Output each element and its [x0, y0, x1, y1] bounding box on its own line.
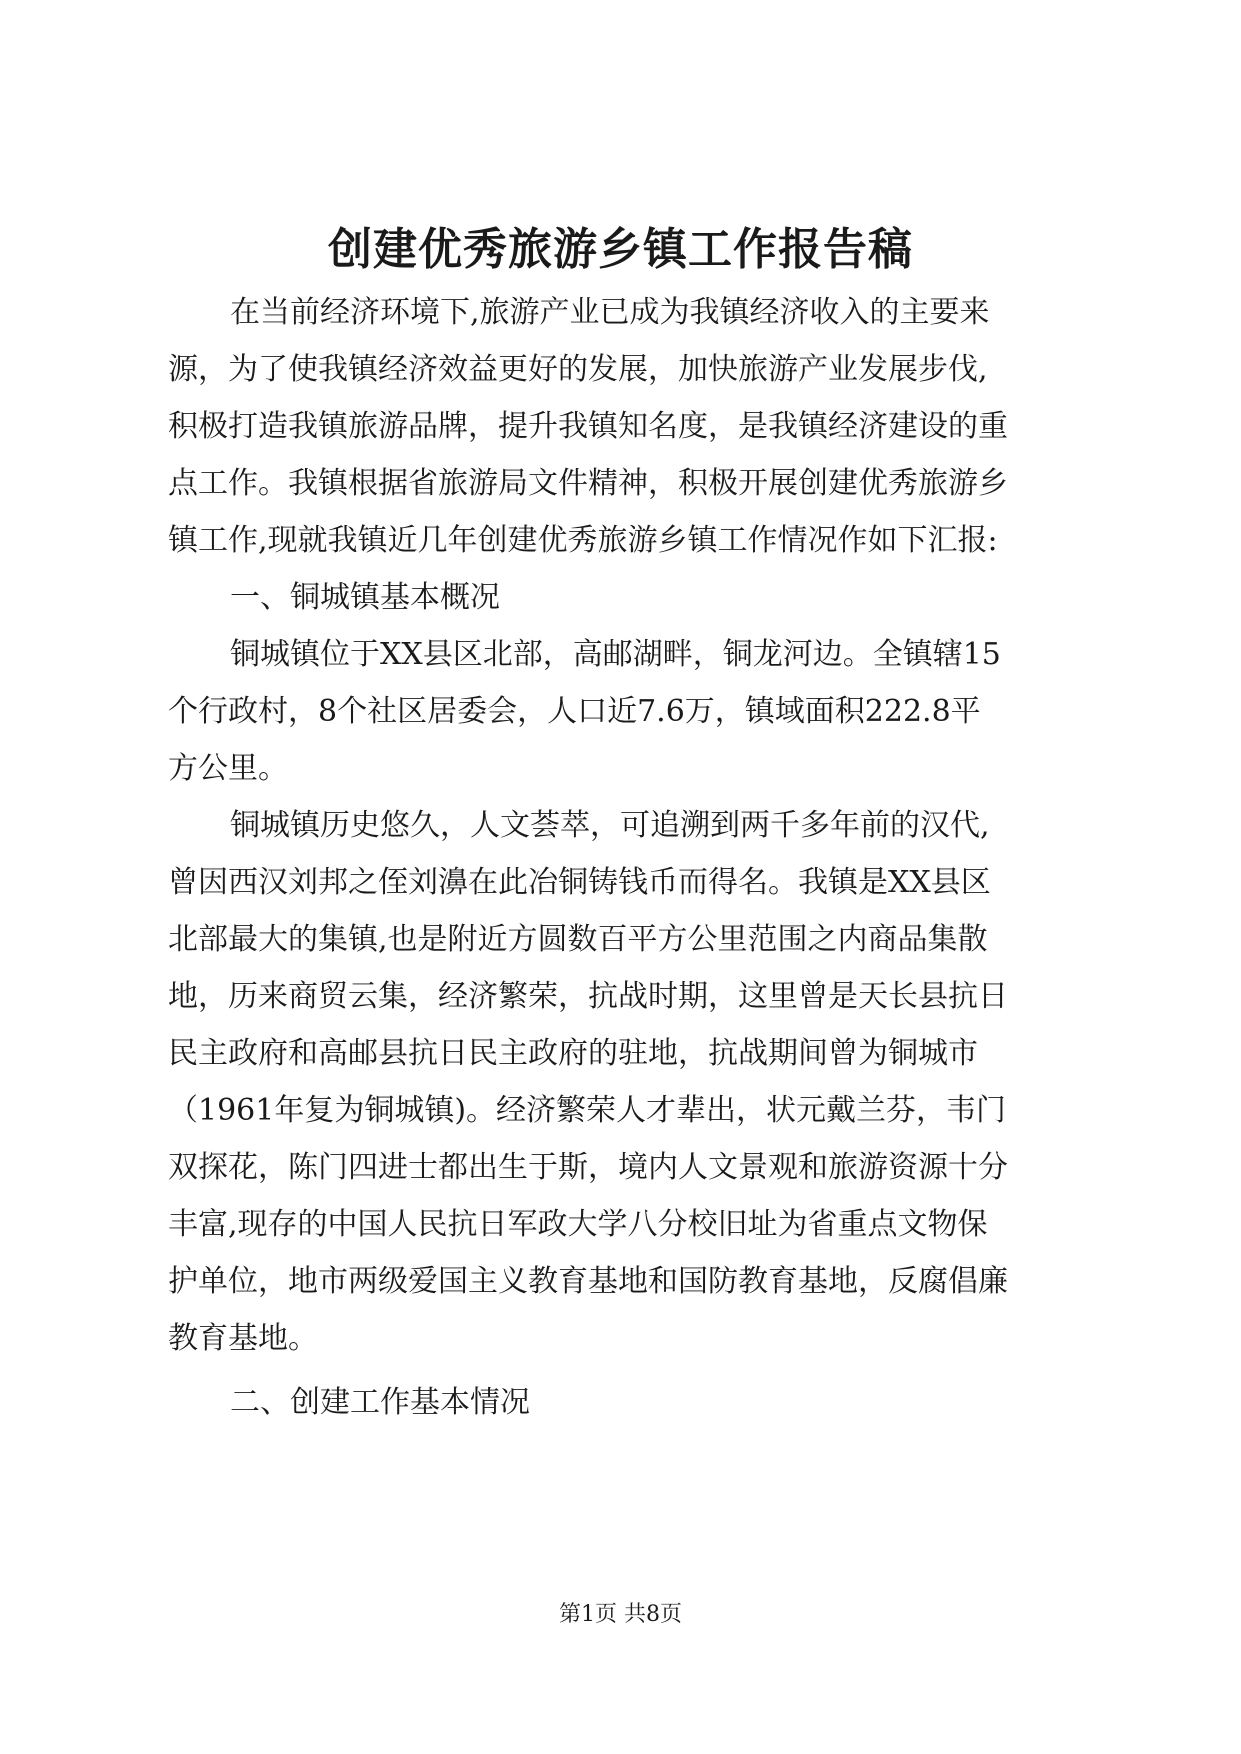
paragraph-line: 护单位，地市两级爱国主义教育基地和国防教育基地，反腐倡廉: [168, 1264, 1008, 1299]
paragraph-line: 铜城镇历史悠久，人文荟萃，可追溯到两千多年前的汉代,: [230, 808, 990, 843]
paragraph-line: 地，历来商贸云集，经济繁荣，抗战时期，这里曾是天长县抗日: [168, 979, 1008, 1014]
paragraph-line: 曾因西汉刘邦之侄刘濞在此冶铜铸钱币而得名。我镇是XX县区: [168, 865, 991, 900]
paragraph-line: 民主政府和高邮县抗日民主政府的驻地，抗战期间曾为铜城市: [168, 1036, 978, 1071]
paragraph-line: 镇工作,现就我镇近几年创建优秀旅游乡镇工作情况作如下汇报:: [168, 523, 998, 558]
paragraph-line: 点工作。我镇根据省旅游局文件精神，积极开展创建优秀旅游乡: [168, 466, 1008, 501]
paragraph-line: 在当前经济环境下,旅游产业已成为我镇经济收入的主要来: [230, 295, 990, 330]
paragraph-line: 个行政村，8个社区居委会，人口近7.6万，镇域面积222.8平: [168, 694, 981, 729]
paragraph-line: 方公里。: [168, 751, 288, 786]
paragraph-line: 铜城镇位于XX县区北部，高邮湖畔，铜龙河边。全镇辖15: [230, 637, 1001, 672]
paragraph-line: 源，为了使我镇经济效益更好的发展，加快旅游产业发展步伐,: [168, 352, 988, 387]
page-number-footer: 第1页 共8页: [559, 1602, 682, 1627]
paragraph-line: 北部最大的集镇,也是附近方圆数百平方公里范围之内商品集散: [168, 922, 988, 957]
document-title: 创建优秀旅游乡镇工作报告稿: [328, 224, 913, 275]
paragraph-line: （1961年复为铜城镇)。经济繁荣人才辈出，状元戴兰芬，韦门: [168, 1093, 1007, 1128]
paragraph-line: 教育基地。: [168, 1321, 318, 1356]
section-heading: 二、创建工作基本情况: [230, 1385, 530, 1420]
paragraph-line: 双探花，陈门四进士都出生于斯，境内人文景观和旅游资源十分: [168, 1150, 1008, 1185]
paragraph-line: 丰富,现存的中国人民抗日军政大学八分校旧址为省重点文物保: [168, 1207, 988, 1242]
section-heading: 一、铜城镇基本概况: [230, 580, 500, 615]
paragraph-line: 积极打造我镇旅游品牌，提升我镇知名度，是我镇经济建设的重: [168, 409, 1008, 444]
